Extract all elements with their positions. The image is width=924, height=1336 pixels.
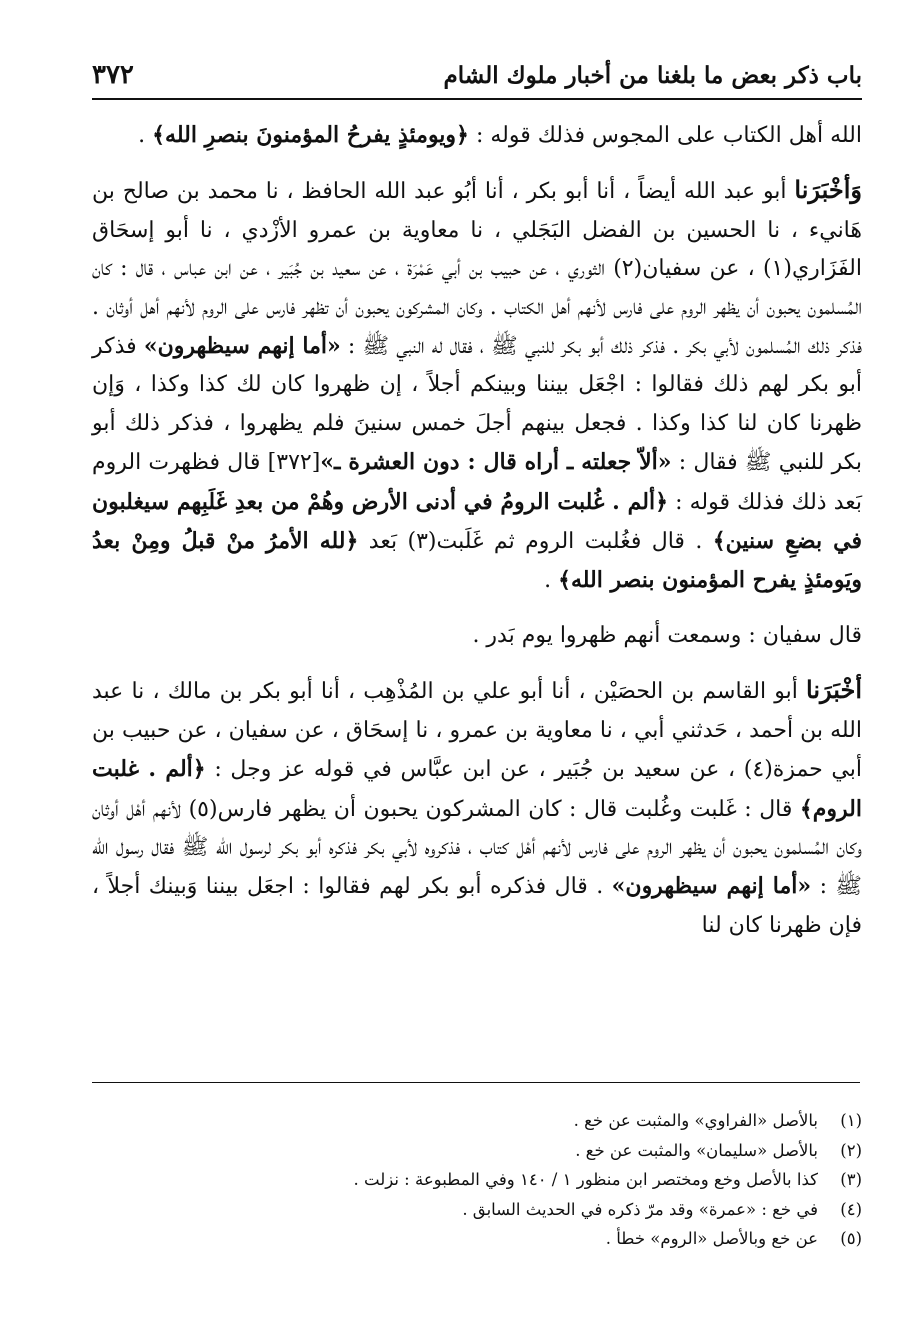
main-text bbox=[92, 116, 862, 945]
footnote-number: (٥) bbox=[840, 1229, 862, 1248]
text-segment: فذكر أبو بكر لهم ذلك فقالوا : اجْعَل بيننا وبينكم أجلاً ، إن ظهروا كان لك كذا وكذا ، وَإن ظهرنا كان لنا كذا وكذا . فجعل بينهم أجلَ خمس سنينَ فلم يظهروا ، فذكر ذلك أبو بكر للنبي ﷺ فقال : bbox=[92, 334, 862, 476]
text-segment: الله أهل الكتاب على المجوس فذلك قوله : bbox=[468, 123, 862, 148]
text-segment: . قال فغُلبت الروم ثم غَلَبت(٣) بَعد bbox=[358, 529, 713, 555]
quoted-text: ﴿ألم . غلبت الروم﴾ bbox=[92, 756, 862, 822]
paragraph bbox=[92, 171, 862, 600]
footnote-text: في خع : «عمرة» وقد مرّ ذكره في الحديث السابق . bbox=[462, 1199, 818, 1219]
text-segment: قال سفيان : وسمعت أنهم ظهروا يوم بَدر . bbox=[472, 622, 862, 648]
footnote-number: (١) bbox=[840, 1111, 862, 1130]
chapter-title: باب ذكر بعض ما بلغنا من أخبار ملوك الشام bbox=[443, 62, 862, 89]
footnote-number: (٣) bbox=[840, 1170, 862, 1189]
lead-word: أخْبَرَنا bbox=[806, 675, 862, 705]
quoted-text: ﴿لله الأمرُ منْ قبلُ ومِنْ بعدُ ويَومئذٍ يفرح المؤمنون بنصر الله﴾ bbox=[92, 528, 862, 594]
footnote-text: بالأصل «سليمان» والمثبت عن خع . bbox=[575, 1140, 818, 1160]
footnote bbox=[92, 1165, 862, 1195]
quoted-text: «أما إنهم سيظهرون» bbox=[143, 333, 341, 360]
text-segment: أبو القاسم بن الحصَيْن ، أنا أبو علي بن المُذْهِب ، أنا أبو بكر بن مالك ، نا عبد الله بن أحمد ، حَدثني أبي ، نا معاوية بن عمرو ، نا إسحَاق ، عن سفيان ، عن حبيب بن أبي حمزة(٤) ، عن سعيد بن جُبَير ، عن ابن عبَّاس في قوله عز وجل : bbox=[92, 679, 863, 783]
page-number: ٣٧٢ bbox=[92, 60, 134, 90]
paragraph bbox=[92, 617, 862, 655]
footnote bbox=[92, 1195, 862, 1225]
footnote bbox=[92, 1106, 862, 1136]
footnote-number: (٢) bbox=[840, 1140, 862, 1160]
footnotes bbox=[92, 1106, 862, 1254]
footnote-separator bbox=[92, 1082, 860, 1083]
lead-word: وَأخْبَرَنا bbox=[794, 175, 862, 205]
quoted-text: «ألاّ جعلته ـ أراه قال : دون العشرة ـ» bbox=[320, 449, 672, 476]
running-header bbox=[92, 52, 862, 100]
text-segment: أبو عبد الله أيضاً ، أنا أبو بكر ، أنا أبُو عبد الله الحافظ ، نا محمد بن صالح بن هَانيء ، نا الحسين بن الفضل البَجَلي ، نا معاوية بن عمرو الأزْدي ، نا أبو إسحَاق الفَزَاري(١) ، عن سفيان(٢) الثوري ، عن حبيب بن أبي عَمْرَة ، عن سعيد بن جُبَير ، عن ابن عباس ، قال : كان المُسلمون يحبون أن يظهر الروم على فارس لأنهم أهل الكتاب . وكان المشركون يحبون أن تظهر فارس على الروم لأنهم أهل أوثان . فذكر ذلك المُسلمون لأبي بكر . فذكر ذلك أبو بكر للنبي ﷺ ، فقال له النبي ﷺ : bbox=[92, 179, 862, 360]
footnote-text: بالأصل «الفراوي» والمثبت عن خع . bbox=[573, 1111, 818, 1130]
text-segment: . قال فذكره أبو بكر لهم فقالوا : اجعَل بيننا وَبينك أجلاً ، فإن ظهرنا كان لنا bbox=[92, 874, 862, 938]
footnote bbox=[92, 1224, 862, 1254]
text-segment: . bbox=[138, 123, 153, 148]
paragraph bbox=[92, 671, 862, 945]
quoted-text: «أما إنهم سيظهرون» bbox=[611, 873, 812, 900]
text-segment: . bbox=[544, 568, 559, 594]
quoted-text: ﴿ألم . غُلبت الرومُ في أدنى الأرض وهُمْ من بعدِ غَلَبِهم سيغلبون في بضعِ سنين﴾ bbox=[92, 488, 862, 555]
paragraph bbox=[92, 116, 862, 155]
footnote bbox=[92, 1136, 862, 1166]
text-segment: [٣٧٢] قال فظهرت الروم بَعد ذلك فذلك قوله : bbox=[92, 450, 862, 515]
footnote-number: (٤) bbox=[840, 1199, 862, 1219]
footnote-text: عن خع وبالأصل «الروم» خطأ . bbox=[605, 1229, 818, 1248]
text-segment: قال : غَلبت وغُلبت قال : كان المشركون يحبون أن يظهر فارس(٥) لأنهم أهْل أوثان وكان المُسلمون يحبون أن يظهر الروم على فارس لأنهم أهْل كتاب ، فذكروه لأبي بكر فذكره أبو بكر لرسول الله ﷺ فقال رسول الله ﷺ : bbox=[92, 796, 863, 900]
quoted-text: ﴿ويومئذٍ يفرحُ المؤمنونَ بنصرِ الله﴾ bbox=[152, 122, 469, 148]
footnote-text: كذا بالأصل وخع ومختصر ابن منظور ١ / ١٤٠ وفي المطبوعة : نزلت . bbox=[353, 1170, 818, 1189]
